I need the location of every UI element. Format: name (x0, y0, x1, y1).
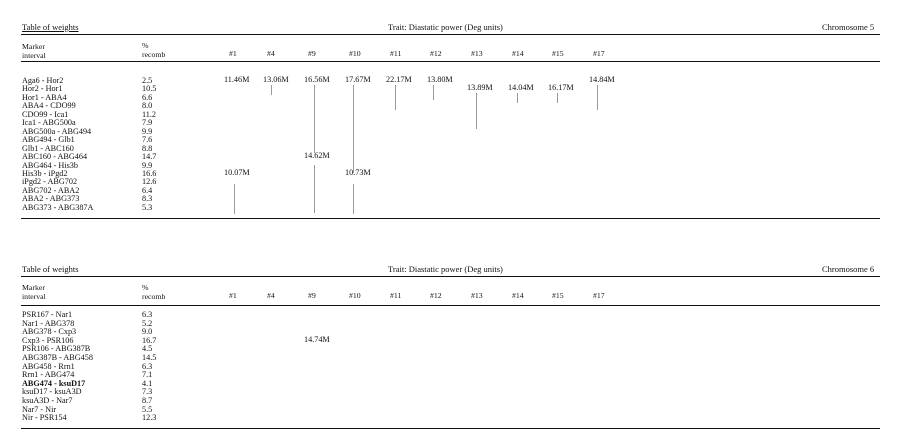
weight-value: 17.67M (345, 75, 371, 84)
column-header: #1 (229, 291, 237, 300)
marker-interval: ABG500a - ABG494 (22, 127, 92, 136)
weight-value: 13.80M (427, 75, 453, 84)
connector-line (597, 85, 598, 110)
marker-interval: Rrn1 - ABG474 (22, 370, 75, 379)
marker-interval: Cxp3 - PSR106 (22, 336, 74, 345)
marker-interval: ABC160 - ABG464 (22, 152, 88, 161)
column-header: #1 (229, 49, 237, 58)
recomb-value: 11.2 (142, 110, 157, 119)
column-header: #17 (593, 291, 605, 300)
weight-value: 13.06M (263, 75, 289, 84)
column-header: #9 (308, 49, 316, 58)
marker-interval: ABG378 - Cxp3 (22, 327, 77, 336)
recomb-value: 5.5 (142, 405, 153, 414)
marker-interval: Hor2 - Hor1 (22, 84, 63, 93)
marker-interval: ABA4 - CDO99 (22, 101, 76, 110)
marker-interval: Glb1 - ABC160 (22, 144, 74, 153)
weight-value: 11.46M (224, 75, 250, 84)
connector-line (353, 184, 354, 214)
marker-interval: Nar7 - Nir (22, 405, 57, 414)
top-rule (21, 276, 880, 277)
marker-interval: PSR167 - Nar1 (22, 310, 73, 319)
recomb-value: 6.3 (142, 362, 153, 371)
marker-interval: Nir - PSR154 (22, 413, 67, 422)
marker-interval: ABG702 - ABA2 (22, 186, 80, 195)
connector-line (517, 93, 518, 103)
weight-value: 16.17M (548, 83, 574, 92)
column-header: #4 (267, 291, 275, 300)
marker-interval: ABG373 - ABG387A (22, 203, 94, 212)
marker-header: Marker (22, 283, 45, 292)
recomb-value: 8.0 (142, 101, 153, 110)
header-rule (21, 305, 880, 306)
column-header: #4 (267, 49, 275, 58)
marker-interval: iPgd2 - ABG702 (22, 177, 78, 186)
column-header: #15 (552, 291, 564, 300)
weight-value: 10.07M (224, 168, 250, 177)
recomb-value: 10.5 (142, 84, 157, 93)
marker-header: Marker (22, 42, 45, 51)
recomb-value: 16.7 (142, 336, 157, 345)
weight-value: 14.04M (508, 83, 534, 92)
recomb-value: 6.4 (142, 186, 153, 195)
column-header: #12 (430, 49, 442, 58)
recomb-value: 8.8 (142, 144, 153, 153)
connector-line (271, 85, 272, 95)
recomb-value: 9.9 (142, 127, 153, 136)
marker-interval: Hor1 - ABA4 (22, 93, 67, 102)
top-rule (21, 34, 880, 35)
column-header: #14 (512, 49, 524, 58)
column-header: #9 (308, 291, 316, 300)
weight-value: 16.56M (304, 75, 330, 84)
marker-interval: ABG387B - ABG458 (22, 353, 93, 362)
recomb-header: recomb (142, 50, 166, 59)
column-header: #14 (512, 291, 524, 300)
percent-header: % (142, 41, 149, 50)
recomb-value: 16.6 (142, 169, 157, 178)
marker-interval: CDO99 - Ica1 (22, 110, 69, 119)
recomb-value: 8.7 (142, 396, 153, 405)
table-label: Table of weights (22, 264, 79, 274)
weight-value: 14.84M (589, 75, 615, 84)
chromosome-label: Chromosome 6 (822, 264, 875, 274)
recomb-value: 6.3 (142, 310, 153, 319)
weight-value: 14.74M (304, 335, 330, 344)
marker-interval: ksuA3D - Nar7 (22, 396, 73, 405)
recomb-value: 5.3 (142, 203, 153, 212)
interval-header: interval (22, 51, 46, 60)
column-header: #10 (349, 49, 361, 58)
interval-header: interval (22, 292, 46, 301)
connector-line (234, 184, 235, 214)
percent-header: % (142, 283, 149, 292)
column-header: #12 (430, 291, 442, 300)
connector-line (476, 93, 477, 129)
marker-interval: ABG458 - Rrn1 (22, 362, 75, 371)
recomb-value: 14.5 (142, 353, 157, 362)
marker-interval: Aga6 - Hor2 (22, 76, 64, 85)
marker-interval: ABG474 - ksuD17 (22, 379, 86, 388)
recomb-value: 7.9 (142, 118, 153, 127)
weight-value: 22.17M (386, 75, 412, 84)
connector-line (433, 85, 434, 100)
recomb-value: 9.9 (142, 161, 153, 170)
recomb-value: 9.0 (142, 327, 153, 336)
marker-interval: ABG494 - Glb1 (22, 135, 75, 144)
marker-interval: ksuD17 - ksuA3D (22, 387, 82, 396)
column-header: #13 (471, 49, 483, 58)
connector-line (314, 165, 315, 213)
recomb-value: 6.6 (142, 93, 153, 102)
connector-line (557, 93, 558, 103)
marker-interval: ABG464 - His3b (22, 161, 78, 170)
recomb-value: 7.6 (142, 135, 153, 144)
recomb-value: 4.1 (142, 379, 153, 388)
recomb-value: 14.7 (142, 152, 157, 161)
weight-value: 13.89M (467, 83, 493, 92)
marker-interval: Ica1 - ABG500a (22, 118, 76, 127)
weight-value: 14.62M (304, 151, 330, 160)
connector-line (314, 85, 315, 153)
recomb-value: 4.5 (142, 344, 153, 353)
recomb-value: 12.6 (142, 177, 157, 186)
recomb-value: 7.3 (142, 387, 153, 396)
trait-title: Trait: Diastatic power (Deg units) (388, 22, 503, 32)
marker-interval: Nar1 - ABG378 (22, 319, 75, 328)
recomb-value: 12.3 (142, 413, 157, 422)
chromosome-label: Chromosome 5 (822, 22, 875, 32)
column-header: #13 (471, 291, 483, 300)
weight-value: 10.73M (345, 168, 371, 177)
recomb-header: recomb (142, 292, 166, 301)
column-header: #17 (593, 49, 605, 58)
trait-title: Trait: Diastatic power (Deg units) (388, 264, 503, 274)
recomb-value: 8.3 (142, 194, 153, 203)
column-header: #15 (552, 49, 564, 58)
column-header: #11 (390, 291, 402, 300)
connector-line (353, 85, 354, 173)
recomb-value: 7.1 (142, 370, 153, 379)
header-rule (21, 61, 880, 62)
table-label: Table of weights (22, 22, 79, 32)
bottom-rule (21, 428, 880, 429)
bottom-rule (21, 218, 880, 219)
marker-interval: PSR106 - ABG387B (22, 344, 91, 353)
column-header: #11 (390, 49, 402, 58)
recomb-value: 2.5 (142, 76, 153, 85)
column-header: #10 (349, 291, 361, 300)
recomb-value: 5.2 (142, 319, 153, 328)
marker-interval: ABA2 - ABG373 (22, 194, 80, 203)
connector-line (395, 85, 396, 110)
marker-interval: His3b - iPgd2 (22, 169, 68, 178)
